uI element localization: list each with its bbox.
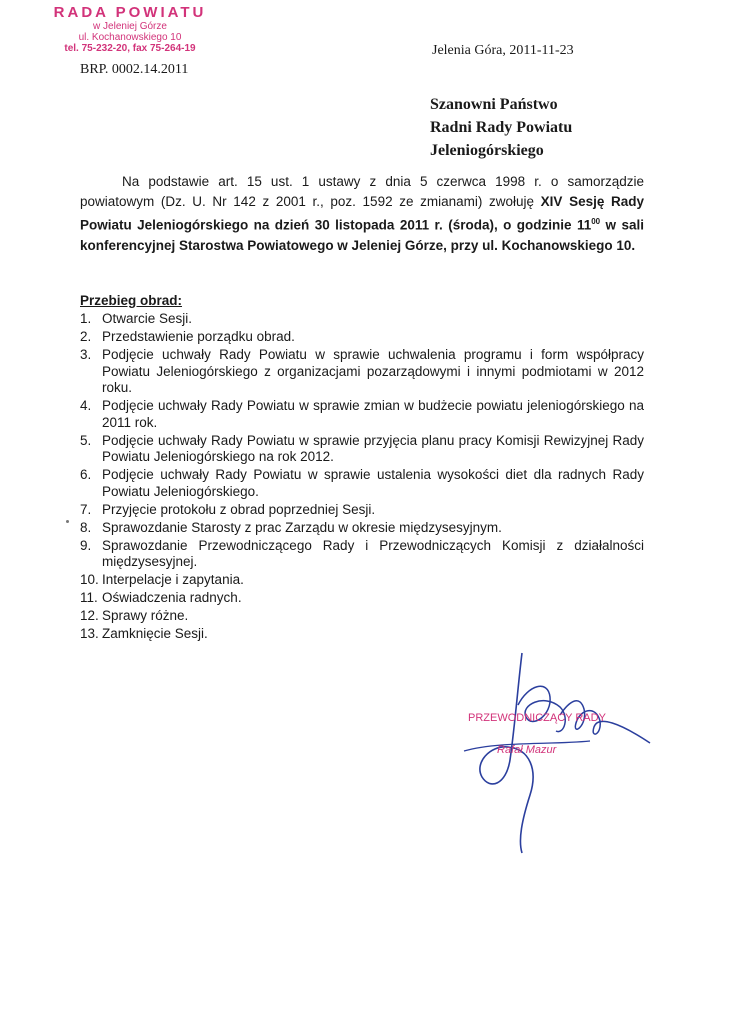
agenda-item-text: Przedstawienie porządku obrad. bbox=[102, 329, 295, 344]
agenda-item-text: Podjęcie uchwały Rady Powiatu w sprawie przyjęcia planu pracy Komisji Rewizyjnej Rady Powiatu Jeleniogórskiego na rok 2012. bbox=[102, 432, 644, 464]
addressee-line-3: Jeleniogórskiego bbox=[430, 142, 544, 159]
reference-number: BRP. 0002.14.2011 bbox=[80, 62, 189, 77]
intro-location: w sali konferencyjnej Starostwa Powiatowego w Jeleniej Górze, przy ul. Kochanowskiego 10. bbox=[80, 217, 644, 253]
agenda-item-text: Oświadczenia radnych. bbox=[102, 590, 242, 605]
intro-session-details: XIV Sesję Rady Powiatu Jeleniogórskiego na dzień 30 listopada 2011 r. (środa), o godzinie 11 bbox=[80, 194, 644, 233]
agenda-item bbox=[80, 398, 644, 431]
council-stamp bbox=[30, 4, 230, 54]
scan-speck bbox=[66, 520, 69, 523]
agenda-item bbox=[80, 520, 644, 537]
agenda-item bbox=[80, 329, 644, 346]
agenda-item bbox=[80, 608, 644, 625]
agenda-item-number: 6. bbox=[80, 467, 92, 482]
signature-name: Rafał Mazur bbox=[497, 744, 557, 756]
agenda-item bbox=[80, 572, 644, 589]
intro-text: Na podstawie art. 15 ust. 1 ustawy z dnia 5 czerwca 1998 r. o samorządzie powiatowym (Dz. U. Nr 142 z 2001 r., poz. 1592 ze zmianami) zwołuję bbox=[80, 174, 644, 209]
agenda-item-text: Podjęcie uchwały Rady Powiatu w sprawie ustalenia wysokości diet dla radnych Rady Powiatu Jeleniogórskiego. bbox=[102, 467, 644, 499]
agenda-item bbox=[80, 538, 644, 571]
agenda-item-text: Sprawozdanie Przewodniczącego Rady i Przewodniczących Komisji z działalności międzysesyjnej. bbox=[102, 537, 644, 569]
agenda-item-number: 3. bbox=[80, 347, 92, 362]
agenda-item-text: Zamknięcie Sesji. bbox=[102, 626, 208, 641]
agenda-item-number: 9. bbox=[80, 537, 92, 553]
agenda-item-number: 5. bbox=[80, 432, 92, 448]
agenda-item bbox=[80, 311, 644, 328]
agenda-item-text: Przyjęcie protokołu z obrad poprzedniej Sesji. bbox=[102, 501, 376, 517]
agenda-item-text: Sprawy różne. bbox=[102, 608, 189, 623]
agenda-item-text: Otwarcie Sesji. bbox=[102, 311, 193, 326]
agenda-item-number: 8. bbox=[80, 519, 92, 535]
stamp-street: ul. Kochanowskiego 10 bbox=[78, 32, 182, 43]
place-and-date: Jelenia Góra, 2011-11-23 bbox=[432, 43, 574, 58]
addressee-line-1: Szanowni Państwo bbox=[430, 96, 558, 113]
agenda-list bbox=[80, 311, 644, 644]
agenda-item bbox=[80, 626, 644, 643]
agenda-item bbox=[80, 467, 644, 500]
agenda-item-number: 11. bbox=[80, 590, 98, 605]
agenda-item-number: 2. bbox=[80, 329, 92, 344]
stamp-title: RADA POWIATU bbox=[53, 4, 207, 21]
agenda-heading: Przebieg obrad: bbox=[80, 293, 183, 308]
agenda-item bbox=[80, 433, 644, 466]
intro-paragraph bbox=[80, 172, 644, 256]
signature-role: PRZEWODNICZĄCY RADY bbox=[468, 712, 606, 724]
agenda-item bbox=[80, 590, 644, 607]
intro-time-minutes: 00 bbox=[591, 217, 601, 226]
stamp-phone: tel. 75-232-20, fax 75-264-19 bbox=[64, 43, 196, 54]
addressee bbox=[430, 93, 572, 162]
agenda-item-text: Sprawozdanie Starosty z prac Zarządu w okresie międzysesyjnym. bbox=[102, 519, 502, 535]
agenda-item-number: 1. bbox=[80, 311, 92, 326]
stamp-city: w Jeleniej Górze bbox=[93, 21, 167, 32]
agenda-item-number: 12. bbox=[80, 608, 99, 623]
agenda-item-number: 7. bbox=[80, 501, 92, 517]
agenda-item bbox=[80, 347, 644, 397]
agenda-item-number: 10. bbox=[80, 572, 99, 587]
agenda-item bbox=[80, 502, 644, 519]
agenda-item-text: Podjęcie uchwały Rady Powiatu w sprawie zmian w budżecie powiatu jeleniogórskiego na 2011 rok. bbox=[102, 398, 644, 430]
addressee-line-2: Radni Rady Powiatu bbox=[430, 119, 573, 136]
agenda-item-text: Podjęcie uchwały Rady Powiatu w sprawie uchwalenia programu i form współpracy Powiatu Jeleniogórskiego z organizacjami pozarządowymi i innymi podmiotami w 2012 roku. bbox=[102, 347, 644, 395]
agenda-item-number: 13. bbox=[80, 626, 99, 641]
handwritten-signature bbox=[460, 645, 660, 855]
agenda-item-number: 4. bbox=[80, 398, 92, 413]
agenda-item-text: Interpelacje i zapytania. bbox=[102, 572, 244, 587]
